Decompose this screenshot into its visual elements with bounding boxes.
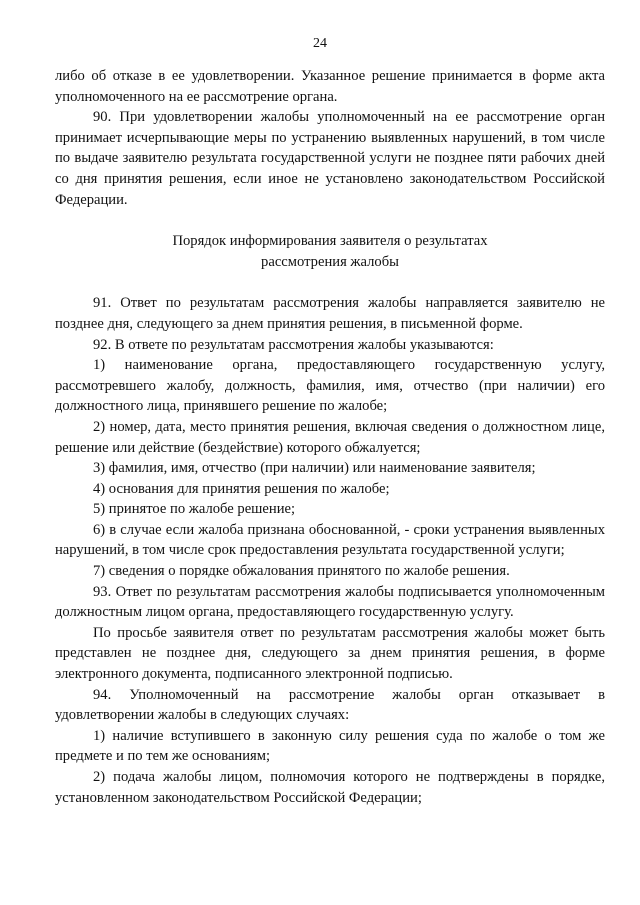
paragraph-93-electronic: По просьбе заявителя ответ по результатам рассмотрения жалобы может быть представлен не позднее дня, следующего за днем принятия решения, в форме электронного документа, подписанного электронной подписью. <box>55 624 605 683</box>
list-item-94-2: 2) подача жалобы лицом, полномочия которого не подтверждены в порядке, установленном законодательством Российской Федерации; <box>55 769 605 806</box>
paragraph-94: 94. Уполномоченный на рассмотрение жалобы орган отказывает в удовлетворении жалобы в следующих случаях: <box>55 686 605 724</box>
section-heading <box>55 231 605 272</box>
list-item-92-6: 6) в случае если жалоба признана обоснованной, - сроки устранения выявленных нарушений, в том числе срок предоставления результата государственной услуги; <box>55 521 605 559</box>
section-heading-line-2: рассмотрения жалобы <box>261 253 399 270</box>
list-item-92-7: 7) сведения о порядке обжалования принятого по жалобе решения. <box>93 563 510 580</box>
paragraph-continuation: либо об отказе в ее удовлетворении. Указанное решение принимается в форме акта уполномоченного на ее рассмотрение органа. <box>55 68 605 105</box>
list-item-92-2: 2) номер, дата, место принятия решения, включая сведения о должностном лице, решение или действие (бездействие) которого обжалуется; <box>55 418 605 456</box>
list-item-92-1: 1) наименование органа, предоставляющего государственную услугу, рассмотревшего жалобу, должность, фамилия, имя, отчество (при наличии) его должностного лица, принявшего решение по жалобе; <box>55 357 605 415</box>
page-number: 24 <box>313 36 327 51</box>
paragraph-92: 92. В ответе по результатам рассмотрения жалобы указываются: <box>93 336 494 353</box>
section-heading-line-1: Порядок информирования заявителя о результатах <box>172 233 488 250</box>
paragraph-93: 93. Ответ по результатам рассмотрения жалобы подписывается уполномоченным должностным лицом органа, предоставляющего государственную услугу. <box>55 583 605 621</box>
paragraph-91: 91. Ответ по результатам рассмотрения жалобы направляется заявителю не позднее дня, следующего за днем принятия решения, в письменной форме. <box>55 295 605 332</box>
list-item-92-5: 5) принятое по жалобе решение; <box>93 501 296 518</box>
list-item-94-1: 1) наличие вступившего в законную силу решения суда по жалобе о том же предмете и по тем же основаниям; <box>55 727 605 765</box>
paragraph-90: 90. При удовлетворении жалобы уполномоченный на ее рассмотрение орган принимает исчерпывающие меры по устранению выявленных нарушений, в том числе по выдаче заявителю результата государственной услуги не позднее пяти рабочих дней со дня принятия решения, если иное не установлено законодательством Российской Федерации. <box>55 109 605 208</box>
list-item-92-4: 4) основания для принятия решения по жалобе; <box>93 480 390 497</box>
list-item-92-3: 3) фамилия, имя, отчество (при наличии) или наименование заявителя; <box>93 460 536 477</box>
document-body <box>55 66 605 808</box>
